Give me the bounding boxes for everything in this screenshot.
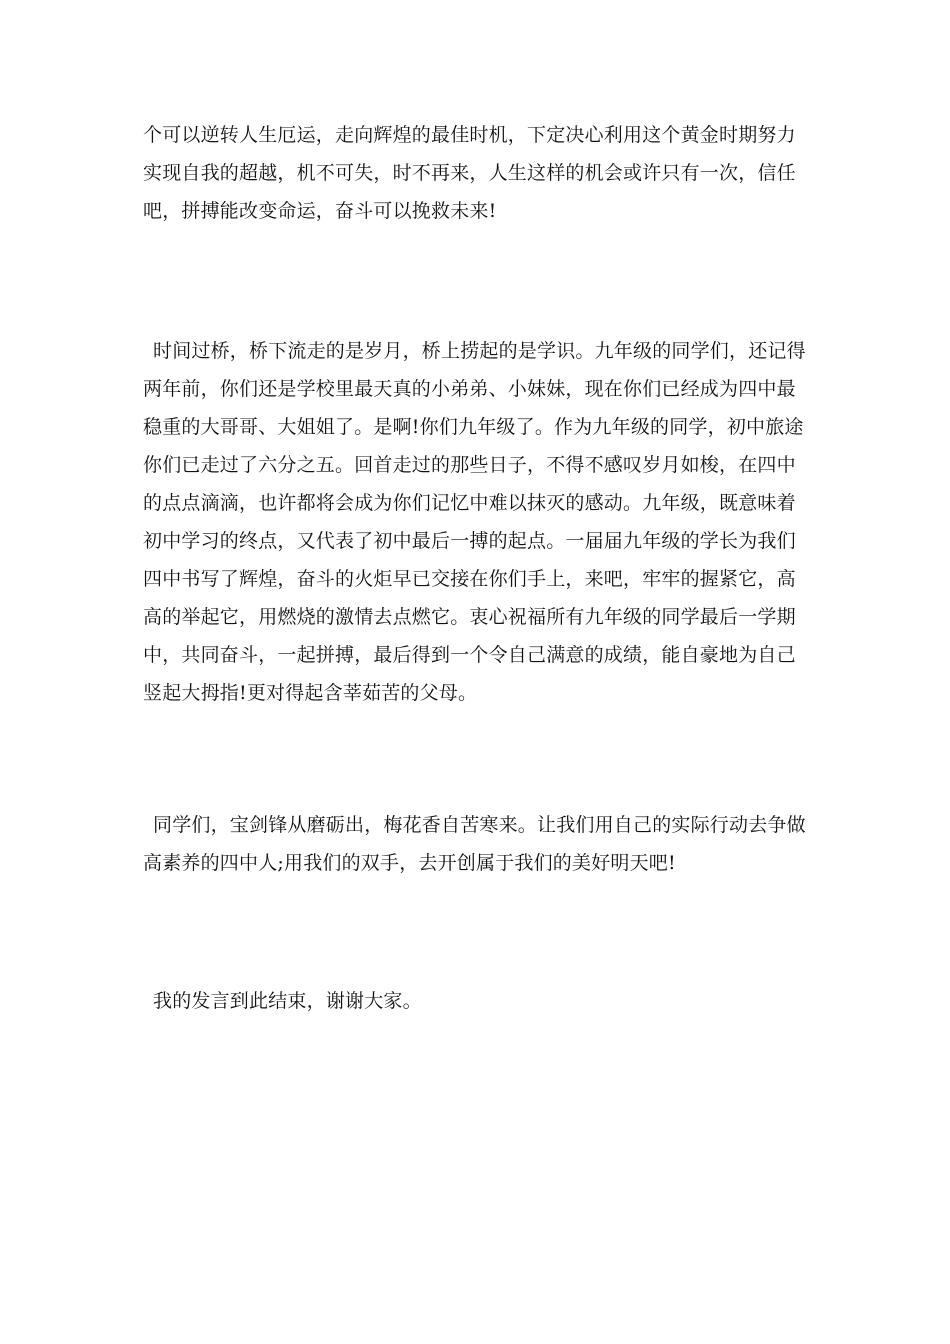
- paragraph-2-line-4: 你们已走过了六分之五。回首走过的那些日子，不得不感叹岁月如梭，在四中: [143, 454, 796, 476]
- paragraph-2-line-3: 稳重的大哥哥、大姐姐了。是啊!你们九年级了。作为九年级的同学，初中旅途: [143, 416, 804, 438]
- paragraph-1-line-1: 个可以逆转人生厄运，走向辉煌的最佳时机，下定决心利用这个黄金时期努力: [143, 124, 796, 146]
- paragraph-3-line-1: 同学们，宝剑锋从磨砺出，梅花香自苦寒来。让我们用自己的实际行动去争做: [153, 814, 806, 836]
- paragraph-4-line-1: 我的发言到此结束，谢谢大家。: [153, 990, 422, 1012]
- paragraph-2-line-2: 两年前，你们还是学校里最天真的小弟弟、小妹妹，现在你们已经成为四中最: [143, 378, 796, 400]
- paragraph-2-line-7: 四中书写了辉煌，奋斗的火炬早已交接在你们手上，来吧，牢牢的握紧它，高: [143, 568, 796, 590]
- paragraph-2-line-5: 的点点滴滴，也许都将会成为你们记忆中难以抹灭的感动。九年级，既意味着: [143, 492, 796, 514]
- paragraph-1-line-3: 吧，拼搏能改变命运，奋斗可以挽救未来!: [143, 200, 497, 222]
- paragraph-2-line-1: 时间过桥，桥下流走的是岁月，桥上捞起的是学识。九年级的同学们，还记得: [153, 340, 806, 362]
- paragraph-3-line-2: 高素养的四中人;用我们的双手，去开创属于我们的美好明天吧!: [143, 852, 676, 874]
- paragraph-2-line-8: 高的举起它，用燃烧的激情去点燃它。衷心祝福所有九年级的同学最后一学期: [143, 606, 796, 628]
- paragraph-1-line-2: 实现自我的超越，机不可失，时不再来，人生这样的机会或许只有一次，信任: [143, 162, 796, 184]
- paragraph-2-line-10: 竖起大拇指!更对得起含莘茹苦的父母。: [143, 682, 478, 704]
- paragraph-2-line-9: 中，共同奋斗，一起拼搏，最后得到一个令自己满意的成绩，能自豪地为自己: [143, 644, 796, 666]
- paragraph-2-line-6: 初中学习的终点，又代表了初中最后一搏的起点。一届届九年级的学长为我们: [143, 530, 796, 552]
